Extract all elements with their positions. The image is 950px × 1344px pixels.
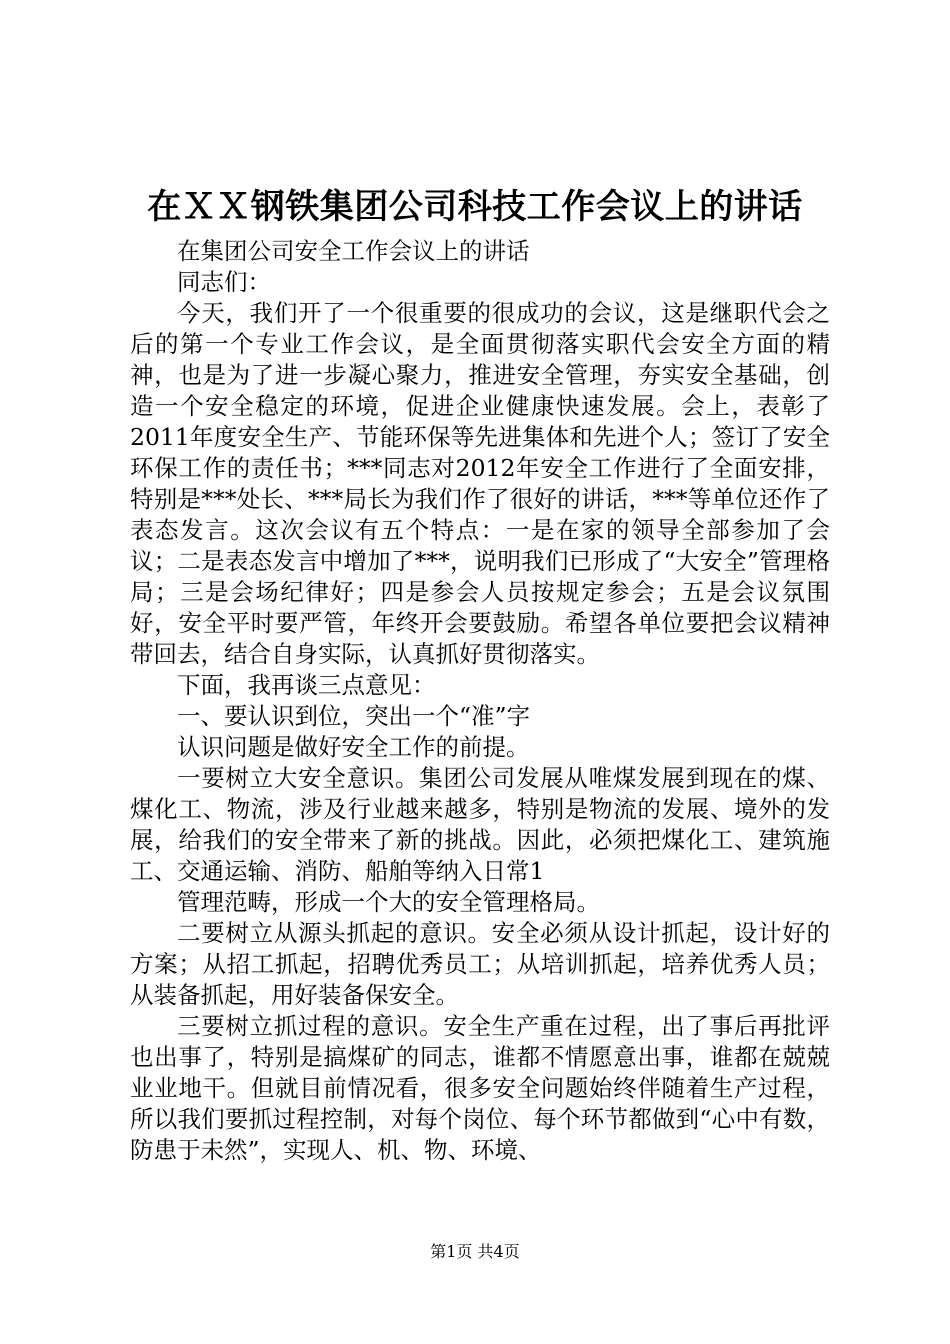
document-body <box>130 236 830 1166</box>
body-paragraph: 管理范畴，形成一个大的安全管理格局。 <box>177 888 600 916</box>
body-paragraph: 一、要认识到位，突出一个“准”字 <box>177 702 531 730</box>
body-paragraph: 今天，我们开了一个很重要的很成功的会议，这是继职代会之后的第一个专业工作会议，是全面贯彻落实职代会安全方面的精神，也是为了进一步凝心聚力，推进安全管理，夯实安全基础，创造一个安全稳定的环境，促进企业健康快速发展。会上，表彰了2011年度安全生产、节能环保等先进集体和先进个人；签订了安全环保工作的责任书；***同志对2012年安全工作进行了全面安排，特别是***处长、***局长为我们作了很好的讲话，***等单位还作了表态发言。这次会议有五个特点：一是在家的领导全部参加了会议；二是表态发言中增加了***，说明我们已形成了“大安全”管理格局；三是会场纪律好；四是参会人员按规定参会；五是会议氛围好，安全平时要严管，年终开会要鼓励。希望各单位要把会议精神带回去，结合自身实际，认真抓好贯彻落实。 <box>130 299 830 668</box>
body-paragraph: 一要树立大安全意识。集团公司发展从唯煤发展到现在的煤、煤化工、物流，涉及行业越来越多，特别是物流的发展、境外的发展，给我们的安全带来了新的挑战。因此，必须把煤化工、建筑施工、交通运输、消防、船舶等纳入日常1 <box>130 764 830 885</box>
body-paragraph: 在集团公司安全工作会议上的讲话 <box>177 237 530 265</box>
body-paragraph: 二要树立从源头抓起的意识。安全必须从设计抓起，设计好的方案；从招工抓起，招聘优秀员工；从培训抓起，培养优秀人员；从装备抓起，用好装备保安全。 <box>130 919 830 1009</box>
body-paragraph: 同志们： <box>177 268 271 296</box>
body-paragraph: 认识问题是做好安全工作的前提。 <box>177 733 530 761</box>
document-title: 在ＸＸ钢铁集团公司科技工作会议上的讲话 <box>147 187 803 227</box>
body-paragraph: 三要树立抓过程的意识。安全生产重在过程，出了事后再批评也出事了，特别是搞煤矿的同志，谁都不情愿意出事，谁都在兢兢业业地干。但就目前情况看，很多安全问题始终伴随着生产过程，所以我们要抓过程控制，对每个岗位、每个环节都做到“心中有数，防患于未然”，实现人、机、物、环境、 <box>130 1012 830 1164</box>
body-paragraph: 下面，我再谈三点意见： <box>177 671 436 699</box>
page-number-footer: 第1页 共4页 <box>430 1242 520 1261</box>
